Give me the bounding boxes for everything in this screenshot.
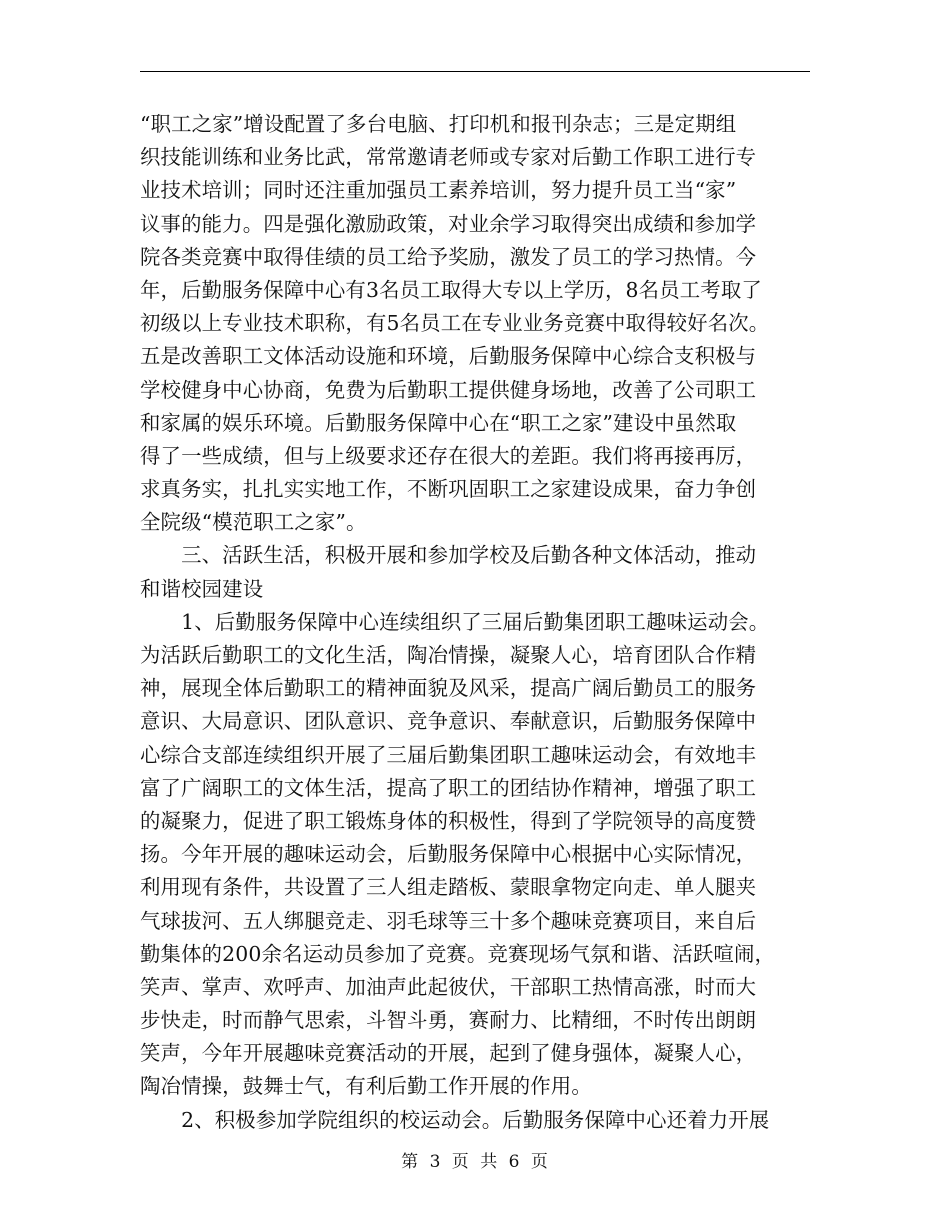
text-line: 初级以上专业技术职称，有5名员工在专业业务竞赛中取得较好名次。 bbox=[140, 311, 770, 336]
text-line: 议事的能力。四是强化激励政策，对业余学习取得突出成绩和参加学 bbox=[140, 211, 757, 236]
text-line: 院各类竞赛中取得佳绩的员工给予奖励，激发了员工的学习热情。今 bbox=[140, 244, 757, 269]
text-line: 神，展现全体后勤职工的精神面貌及风采，提高广阔后勤员工的服务 bbox=[140, 676, 757, 701]
text-line: 业技术培训；同时还注重加强员工素养培训，努力提升员工当“家” bbox=[140, 178, 737, 203]
text-line: 织技能训练和业务比武，常常邀请老师或专家对后勤工作职工进行专 bbox=[140, 145, 757, 170]
text-line: 五是改善职工文体活动设施和环境，后勤服务保障中心综合支积极与 bbox=[140, 344, 757, 369]
page-number-footer: 第 3 页 共 6 页 bbox=[401, 1152, 549, 1172]
text-line: 富了广阔职工的文体生活，提高了职工的团结协作精神，增强了职工 bbox=[140, 775, 757, 800]
text-line: 学校健身中心协商，免费为后勤职工提供健身场地，改善了公司职工 bbox=[140, 377, 757, 402]
text-line: 笑声、掌声、欢呼声、加油声此起彼伏，干部职工热情高涨，时而大 bbox=[140, 974, 757, 999]
text-line: 笑声，今年开展趣味竞赛活动的开展，起到了健身强体，凝聚人心， bbox=[140, 1041, 757, 1066]
text-line: 勤集体的200余名运动员参加了竞赛。竞赛现场气氛和谐、活跃喧闹， bbox=[140, 941, 776, 966]
text-line: 为活跃后勤职工的文化生活，陶冶情操，凝聚人心，培育团队合作精 bbox=[140, 643, 757, 667]
text-line: 求真务实，扎扎实实地工作，不断巩固职工之家建设成果，奋力争创 bbox=[140, 477, 757, 502]
text-line: 全院级“模范职工之家”。 bbox=[140, 510, 367, 535]
body-text bbox=[140, 108, 812, 1137]
text-line: 气球拔河、五人绑腿竞走、羽毛球等三十多个趣味竞赛项目，来自后 bbox=[140, 908, 757, 933]
text-line: 利用现有条件，共设置了三人组走踏板、蒙眼拿物定向走、单人腿夹 bbox=[140, 875, 757, 900]
text-line: 的凝聚力，促进了职工锻炼身体的积极性，得到了学院领导的高度赞 bbox=[140, 808, 757, 833]
section-heading-line: 三、活跃生活，积极开展和参加学校及后勤各种文体活动，推动 bbox=[140, 543, 757, 568]
text-line: 年，后勤服务保障中心有3名员工取得大专以上学历，8名员工考取了 bbox=[140, 277, 762, 302]
text-line: 陶冶情操，鼓舞士气，有利后勤工作开展的作用。 bbox=[140, 1074, 592, 1099]
text-line: 心综合支部连续组织开展了三届后勤集团职工趣味运动会，有效地丰 bbox=[140, 742, 757, 767]
section-heading-line: 和谐校园建设 bbox=[140, 576, 264, 601]
text-line: 2、积极参加学院组织的校运动会。后勤服务保障中心还着力开展 bbox=[140, 1107, 770, 1132]
text-line: “职工之家”增设配置了多台电脑、打印机和报刊杂志；三是定期组 bbox=[140, 112, 737, 136]
text-line: 扬。今年开展的趣味运动会，后勤服务保障中心根据中心实际情况， bbox=[140, 842, 757, 867]
text-line: 和家属的娱乐环境。后勤服务保障中心在“职工之家”建设中虽然取 bbox=[140, 410, 737, 435]
text-line: 意识、大局意识、团队意识、竞争意识、奉献意识，后勤服务保障中 bbox=[140, 709, 757, 734]
text-line: 得了一些成绩，但与上级要求还存在很大的差距。我们将再接再厉， bbox=[140, 443, 757, 468]
text-line: 1、后勤服务保障中心连续组织了三届后勤集团职工趣味运动会。 bbox=[140, 609, 770, 634]
header-rule bbox=[140, 71, 810, 72]
text-line: 步快走，时而静气思索，斗智斗勇，赛耐力、比精细，不时传出朗朗 bbox=[140, 1008, 757, 1033]
